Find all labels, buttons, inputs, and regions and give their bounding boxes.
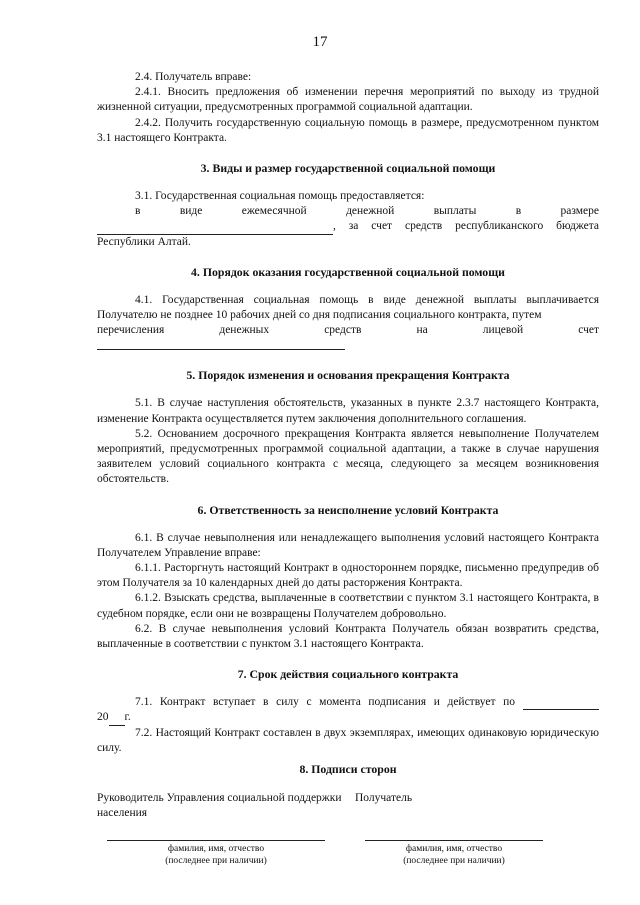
signature-left <box>97 791 355 821</box>
clause-7-1 <box>97 695 599 710</box>
clause-4-1: 4.1. Государственная социальная помощь в виде денежной выплаты выплачивается Получателю не позднее 10 рабочих дней со дня подписания социального контракта, путем <box>97 293 599 322</box>
page-number: 17 <box>312 34 328 50</box>
signature-line-right <box>365 840 543 841</box>
caption-right-line2: (последнее при наличии) <box>403 855 505 866</box>
account-blank-row <box>97 338 599 353</box>
signature-caption-left <box>107 843 325 867</box>
amount-blank <box>97 223 333 235</box>
signature-right <box>355 791 595 821</box>
signature-left-label: Руководитель Управления социальной поддержки населения <box>97 792 342 820</box>
year-prefix: 20 <box>97 711 109 724</box>
caption-left-line2: (последнее при наличии) <box>165 855 267 866</box>
end-date-blank <box>523 698 599 710</box>
clause-6-2: 6.2. В случае невыполнения условий Контракта Получатель обязан возвратить средства, выплаченные в соответствии с пунктом 3.1 настоящего Контракта. <box>97 622 599 651</box>
signature-caption-right <box>365 843 543 867</box>
year-suffix: г. <box>124 711 131 724</box>
clause-3-1-tail: , за счет средств республиканского бюджета <box>333 220 599 233</box>
signatures <box>97 791 599 821</box>
clause-6-1-2: 6.1.2. Взыскать средства, выплаченные в соответствии с пунктом 3.1 настоящего Контракта, в судебном порядке, если они не возвращены Получателем добровольно. <box>97 592 599 620</box>
section-5-title: 5. Порядок изменения и основания прекращения Контракта <box>186 368 510 383</box>
signature-line-left <box>107 840 325 841</box>
caption-left-line1: фамилия, имя, отчество <box>167 843 265 854</box>
document-body <box>97 70 599 888</box>
clause-2-4-2: 2.4.2. Получить государственную социальную помощь в размере, предусмотренном пунктом 3.1 настоящего Контракта. <box>97 116 599 144</box>
caption-right-line1: фамилия, имя, отчество <box>405 843 503 854</box>
section-4-title: 4. Порядок оказания государственной социальной помощи <box>191 264 505 279</box>
year-blank <box>109 714 125 726</box>
clause-5-2: 5.2. Основанием досрочного прекращения Контракта является невыполнение Получателем мероприятий, предусмотренных программой социальной адаптации, а также в случае нарушения заявителем условий социального контракта с месяца, следующего за месяцем возникновения обстоятельств. <box>97 427 599 486</box>
signature-lines <box>97 840 599 888</box>
clause-4-1-last: перечисления денежных средств на лицевой счет <box>97 324 599 337</box>
clause-2-4: 2.4. Получатель вправе: <box>135 71 252 83</box>
clause-7-1-text: 7.1. Контракт вступает в силу с момента подписания и действует по <box>135 696 515 709</box>
clause-6-1-1: 6.1.1. Расторгнуть настоящий Контракт в одностороннем порядке, письменно предупредив об этом Получателя за 10 календарных дней до даты расторжения Контракта. <box>97 562 599 590</box>
clause-7-2: 7.2. Настоящий Контракт составлен в двух экземплярах, имеющих одинаковую юридическую силу. <box>97 726 599 754</box>
clause-2-4-1: 2.4.1. Вносить предложения об изменении перечня мероприятий по выходу из трудной жизненной ситуации, предусмотренных программой социальной адаптации. <box>97 86 599 114</box>
section-6-title: 6. Ответственность за неисполнение условий Контракта <box>197 502 499 517</box>
account-blank <box>97 338 345 350</box>
clause-3-1-line2 <box>97 219 599 234</box>
clause-5-1: 5.1. В случае наступления обстоятельств, указанных в пункте 2.3.7 настоящего Контракта, изменение Контракта осуществляется путем заключения дополнительного соглашения. <box>97 397 599 425</box>
signature-right-label: Получатель <box>355 792 413 805</box>
clause-7-1-year <box>97 710 599 725</box>
clause-3-1-line1: в виде ежемесячной денежной выплаты в размере <box>135 205 599 218</box>
clause-3-1: 3.1. Государственная социальная помощь предоставляется: <box>135 190 425 203</box>
section-3-title: 3. Виды и размер государственной социальной помощи <box>200 161 496 176</box>
clause-3-1-line3: Республики Алтай. <box>97 235 191 248</box>
section-8-title: 8. Подписи сторон <box>299 762 397 777</box>
clause-6-1: 6.1. В случае невыполнения или ненадлежащего выполнения условий настоящего Контракта Получателем Управление вправе: <box>97 531 599 559</box>
section-7-title: 7. Срок действия социального контракта <box>237 667 459 682</box>
